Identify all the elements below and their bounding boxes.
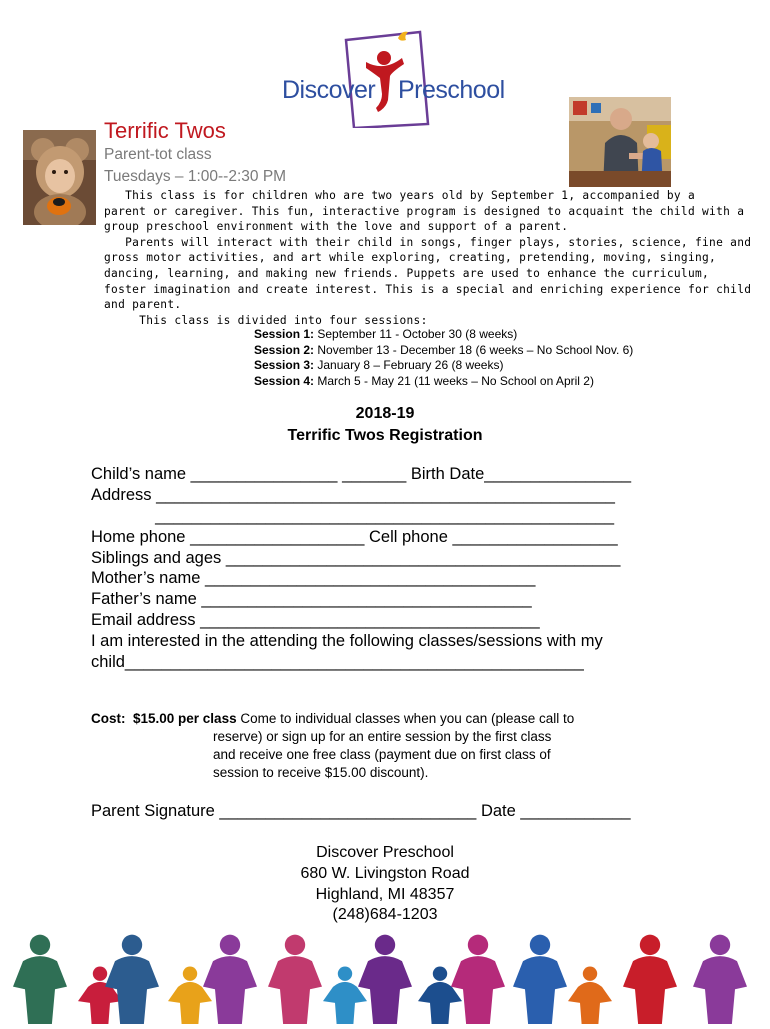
interest-statement: I am interested in the attending the following classes/sessions with my	[91, 632, 603, 650]
cost-line-3: and receive one free class (payment due on first class of	[213, 747, 551, 762]
person-silhouette	[13, 935, 67, 1024]
cost-line-1: Come to individual classes when you can (please call to	[240, 711, 575, 726]
people-silhouettes-icon	[0, 924, 770, 1024]
description-line-9: This class is divided into four sessions:	[104, 313, 428, 327]
description-line-7: foster imagination and create interest. This is a special and enriching experience for child	[104, 282, 752, 296]
session-dates: March 5 - May 21 (11 weeks – No School on April 2)	[317, 373, 594, 388]
person-silhouette	[693, 935, 747, 1024]
session-item	[254, 358, 633, 374]
person-silhouette	[168, 966, 212, 1024]
contact-street: 680 W. Livingston Road	[300, 865, 470, 882]
father-name-field[interactable]: Father’s name ____________________________________	[91, 590, 532, 608]
description-line-8: and parent.	[104, 298, 182, 312]
session-item	[254, 374, 633, 390]
person-silhouette	[203, 935, 257, 1024]
person-silhouette	[105, 935, 159, 1024]
signature-label: Parent Signature ____________________________	[91, 802, 477, 820]
session-label: Session 1:	[254, 327, 315, 341]
registration-year: 2018-19	[355, 405, 415, 422]
person-silhouette	[451, 935, 505, 1024]
people-holding-hands-banner	[0, 924, 770, 1024]
session-dates: September 11 - October 30 (8 weeks)	[317, 327, 518, 341]
person-silhouette	[513, 935, 567, 1024]
person-silhouette	[568, 966, 612, 1024]
contact-phone: (248)684-1203	[332, 906, 438, 923]
cost-label: Cost: $15.00 per class	[91, 711, 237, 726]
logo-text-discover: Discover	[282, 76, 376, 104]
signature-date: Date ____________	[480, 802, 631, 820]
session-item	[254, 343, 633, 359]
parent-child-photo	[569, 97, 671, 187]
person-silhouette	[268, 935, 322, 1024]
class-title: Terrific Twos	[104, 118, 226, 143]
session-label: Session 2:	[254, 342, 315, 357]
person-silhouette	[623, 935, 677, 1024]
toddler-photo	[23, 130, 96, 225]
description-line-3: group preschool environment with the love and support of a parent.	[104, 220, 569, 234]
description-line-6: dancing, learning, and making new friends. Puppets are used to enhance the curriculum,	[104, 267, 710, 280]
address-field-line-2[interactable]: __________________________________________________	[91, 507, 615, 525]
session-label: Session 3:	[254, 358, 315, 372]
person-silhouette	[418, 966, 462, 1024]
address-field[interactable]: Address __________________________________________________	[91, 486, 615, 504]
contact-city: Highland, MI 48357	[315, 886, 455, 903]
description-line-1: This class is for children who are two years old by September 1, accompanied by a	[104, 189, 695, 202]
session-item	[254, 327, 633, 343]
description-line-2: parent or caregiver. This fun, interactive program is designed to acquaint the child with a	[104, 204, 745, 218]
person-silhouette	[358, 935, 412, 1024]
contact-name: Discover Preschool	[316, 844, 454, 861]
mother-name-field[interactable]: Mother’s name ____________________________________	[91, 569, 536, 587]
class-subtitle: Parent-tot class	[104, 146, 212, 163]
discover-preschool-logo	[280, 28, 510, 128]
session-list	[254, 327, 633, 389]
class-time: Tuesdays – 1:00--2:30 PM	[104, 168, 287, 185]
person-silhouette	[323, 966, 367, 1024]
session-dates: November 13 - December 18 (6 weeks – No School Nov. 6)	[317, 342, 634, 357]
description-line-4: Parents will interact with their child in songs, finger plays, stories, science, fine and	[104, 235, 752, 249]
logo-text-preschool: Preschool	[398, 76, 505, 104]
siblings-field[interactable]: Siblings and ages ___________________________________________	[91, 549, 621, 567]
phone-fields[interactable]: Home phone ___________________ Cell phone __________________	[91, 528, 618, 546]
parent-signature-field[interactable]	[91, 802, 631, 821]
child-name-birth-date-field[interactable]: Child’s name ________________ _______ Birth Date________________	[91, 465, 632, 483]
cost-line-4: session to receive $15.00 discount).	[213, 765, 429, 780]
session-label: Session 4:	[254, 373, 315, 388]
child-classes-field[interactable]: child__________________________________________________	[91, 653, 584, 671]
description-line-5: gross motor activities, and art while exploring, creating, pretending, moving, singing,	[104, 251, 717, 265]
email-field[interactable]: Email address _____________________________________	[91, 611, 540, 629]
session-dates: January 8 – February 26 (8 weeks)	[317, 358, 504, 372]
registration-title: Terrific Twos Registration	[287, 427, 483, 444]
cost-section	[91, 710, 574, 782]
cost-line-2: reserve) or sign up for an entire session by the first class	[213, 729, 552, 744]
